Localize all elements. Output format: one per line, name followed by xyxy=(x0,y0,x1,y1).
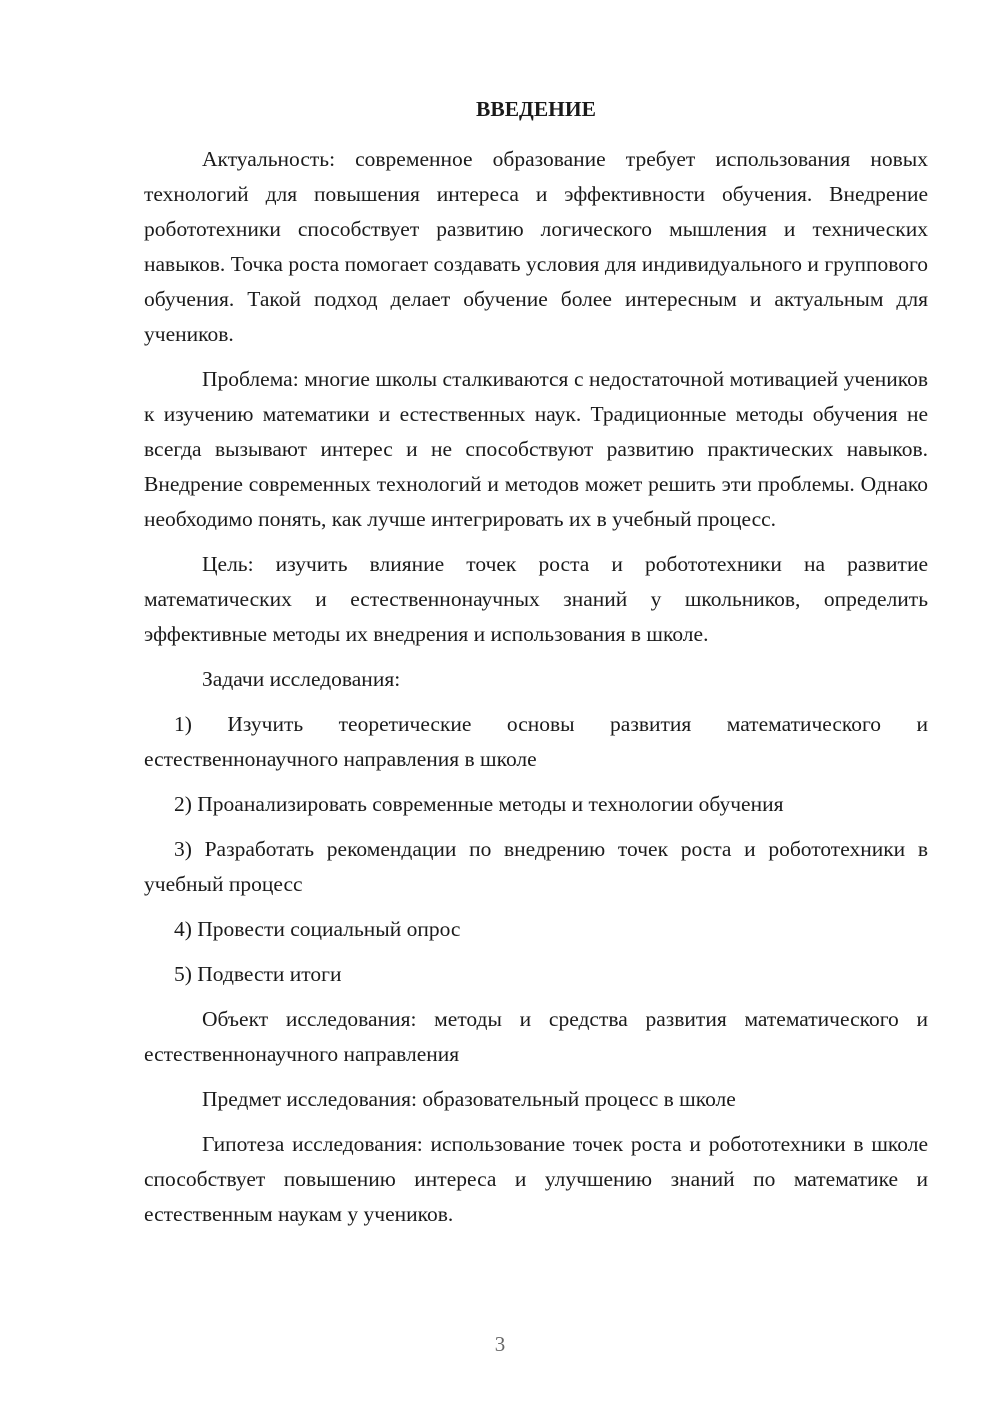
task-item-5: 5) Подвести итоги xyxy=(174,962,342,986)
tasks-heading: Задачи исследования: xyxy=(202,667,401,691)
paragraph-goal: Цель: изучить влияние точек роста и робототехники на развитие математических и естественнонаучных знаний у школьников, определить эффективные методы их внедрения и использования в школе. xyxy=(144,552,928,646)
page-number: 3 xyxy=(494,1332,506,1356)
paragraph-problem: Проблема: многие школы сталкиваются с недостаточной мотивацией учеников к изучению математики и естественных наук. Традиционные методы обучения не всегда вызывают интерес и не способствуют развитию практических навыков. Внедрение современных технологий и методов может решить эти проблемы. Однако необходимо понять, как лучше интегрировать их в учебный процесс. xyxy=(144,367,928,531)
paragraph-hypothesis: Гипотеза исследования: использование точек роста и робототехники в школе способствует повышению интереса и улучшению знаний по математике и естественным наукам у учеников. xyxy=(144,1132,928,1226)
paragraph-subject: Предмет исследования: образовательный процесс в школе xyxy=(202,1087,736,1111)
task-item-2: 2) Проанализировать современные методы и технологии обучения xyxy=(174,792,784,816)
paragraph-relevance: Актуальность: современное образование требует использования новых технологий для повышения интереса и эффективности обучения. Внедрение робототехники способствует развитию логического мышления и технических навыков. Точка роста помогает создавать условия для индивидуального и группового обучения. Такой подход делает обучение более интересным и актуальным для учеников. xyxy=(144,147,928,346)
task-item-3: 3) Разработать рекомендации по внедрению точек роста и робототехники в учебный процесс xyxy=(144,837,928,896)
page-content xyxy=(144,92,928,1242)
page-title: ВВЕДЕНИЕ xyxy=(476,97,596,121)
task-item-4: 4) Провести социальный опрос xyxy=(174,917,461,941)
task-item-1: 1) Изучить теоретические основы развития математического и естественнонаучного направления в школе xyxy=(144,712,928,771)
paragraph-object: Объект исследования: методы и средства развития математического и естественнонаучного направления xyxy=(144,1007,928,1066)
